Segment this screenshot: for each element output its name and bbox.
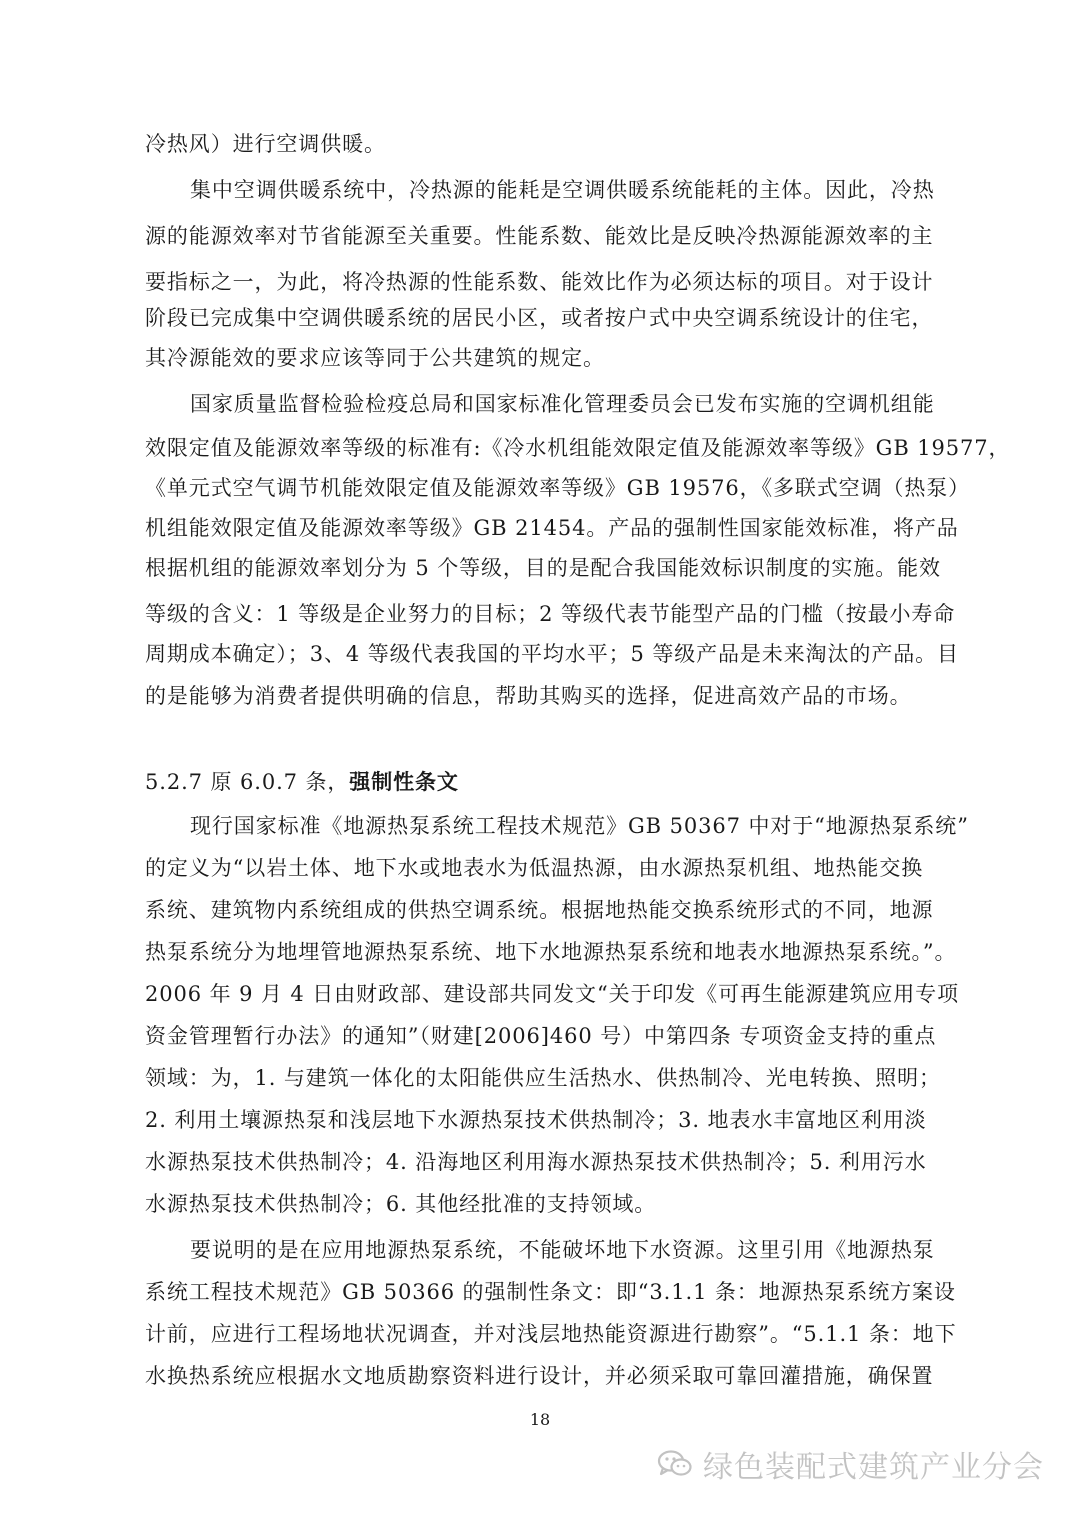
body-line: 水换热系统应根据水文地质勘察资料进行设计，并必须采取可靠回灌措施，确保置: [145, 1364, 934, 1388]
body-line: 计前，应进行工程场地状况调查，并对浅层地热能资源进行勘察”。“5.1.1 条：地下: [145, 1322, 957, 1346]
body-line: 国家质量监督检验检疫总局和国家标准化管理委员会已发布实施的空调机组能: [190, 392, 935, 416]
body-line: 要说明的是在应用地源热泵系统，不能破坏地下水资源。这里引用《地源热泵: [190, 1238, 935, 1262]
body-line: 的定义为“以岩土体、地下水或地表水为低温热源，由水源热泵机组、地热能交换: [145, 856, 924, 880]
watermark: [657, 1442, 1044, 1486]
body-line: 等级的含义：1 等级是企业努力的目标；2 等级代表节能型产品的门槛（按最小寿命: [145, 602, 956, 626]
body-line: 现行国家标准《地源热泵系统工程技术规范》GB 50367 中对于“地源热泵系统”: [190, 814, 969, 838]
body-line: 源的能源效率对节省能源至关重要。性能系数、能效比是反映冷热源能源效率的主: [145, 224, 934, 248]
body-line: 水源热泵技术供热制冷；6. 其他经批准的支持领域。: [145, 1192, 657, 1216]
body-line: 系统、建筑物内系统组成的供热空调系统。根据地热能交换系统形式的不同，地源: [145, 898, 934, 922]
body-line: 的是能够为消费者提供明确的信息，帮助其购买的选择，促进高效产品的市场。: [145, 684, 912, 708]
body-line: 机组能效限定值及能源效率等级》GB 21454。产品的强制性国家能效标准，将产品: [145, 516, 959, 540]
body-line: 资金管理暂行办法》的通知”（财建[2006]460 号）中第四条 专项资金支持的重点: [145, 1024, 937, 1048]
body-line: 集中空调供暖系统中，冷热源的能耗是空调供暖系统能耗的主体。因此，冷热: [190, 178, 935, 202]
section-heading-number: 5.2.7 原 6.0.7 条，: [145, 770, 350, 794]
watermark-text: 绿色装配式建筑产业分会: [703, 1450, 1044, 1485]
page-number: 18: [529, 1410, 551, 1429]
body-line: 系统工程技术规范》GB 50366 的强制性条文：即“3.1.1 条：地源热泵系统方案设: [145, 1280, 956, 1304]
body-line: 领域：为，1. 与建筑一体化的太阳能供应生活热水、供热制冷、光电转换、照明；: [145, 1066, 941, 1090]
section-heading: [145, 770, 459, 794]
body-line: 根据机组的能源效率划分为 5 个等级，目的是配合我国能效标识制度的实施。能效: [145, 556, 941, 580]
body-line: 要指标之一，为此，将冷热源的性能系数、能效比作为必须达标的项目。对于设计: [145, 270, 934, 294]
body-line: 《单元式空气调节机能效限定值及能源效率等级》GB 19576，《多联式空调（热泵）: [145, 476, 971, 500]
body-line: 效限定值及能源效率等级的标准有:《冷水机组能效限定值及能源效率等级》GB 19577，: [145, 436, 1011, 460]
body-line: 周期成本确定）；3、4 等级代表我国的平均水平；5 等级产品是未来淘汰的产品。目: [145, 642, 959, 666]
body-line: 其冷源能效的要求应该等同于公共建筑的规定。: [145, 346, 605, 370]
section-heading-strong: 强制性条文: [349, 769, 459, 794]
wechat-icon: [657, 1449, 693, 1479]
body-line: 阶段已完成集中空调供暖系统的居民小区，或者按户式中央空调系统设计的住宅，: [145, 306, 934, 330]
body-line: 2006 年 9 月 4 日由财政部、建设部共同发文“关于印发《可再生能源建筑应用专项: [145, 982, 959, 1006]
body-line: 冷热风）进行空调供暖。: [145, 132, 386, 156]
body-line: 2. 利用土壤源热泵和浅层地下水源热泵技术供热制冷；3. 地表水丰富地区利用淡: [145, 1108, 927, 1132]
body-line: 水源热泵技术供热制冷；4. 沿海地区利用海水源热泵技术供热制冷；5. 利用污水: [145, 1150, 927, 1174]
body-line: 热泵系统分为地埋管地源热泵系统、地下水地源热泵系统和地表水地源热泵系统。”。: [145, 940, 957, 964]
